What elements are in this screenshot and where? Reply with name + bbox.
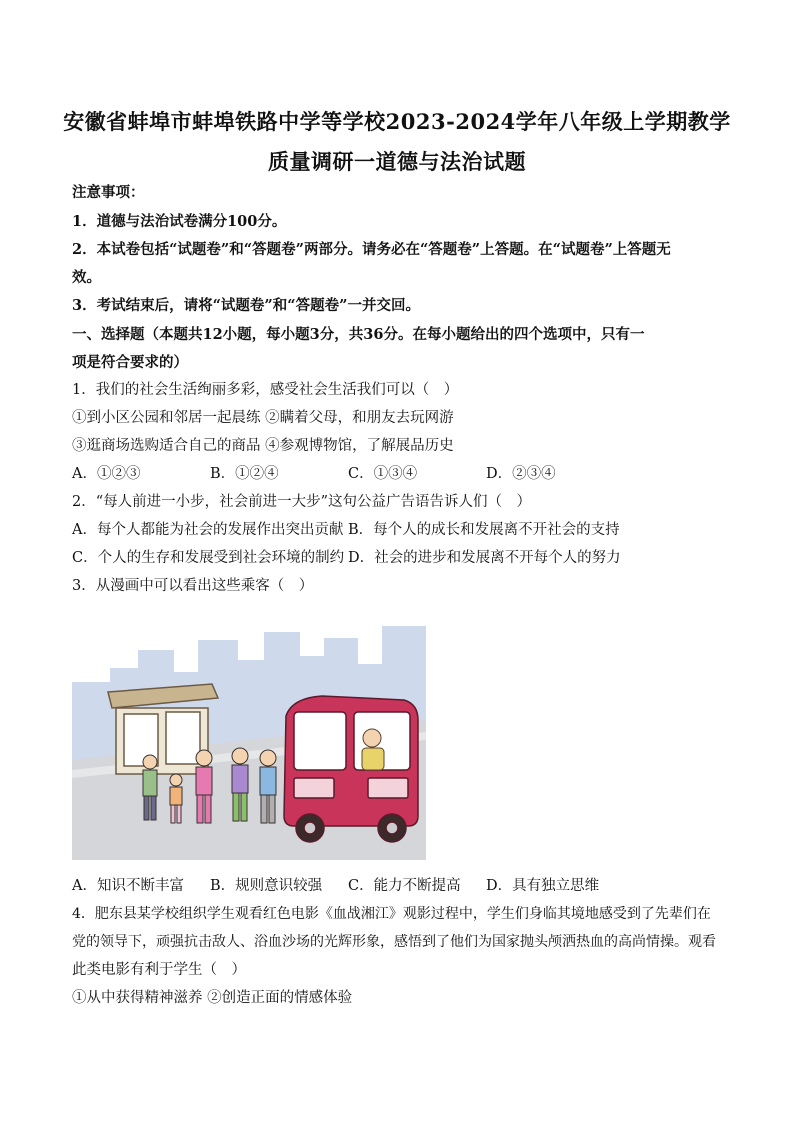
q2-options-row-1 [72,520,732,540]
title-line-2: 质量调研一道德与法治试题 [268,149,526,174]
q4-stem-line-2: 党的领导下，顽强抗击敌人、浴血沙场的光辉形象，感悟到了他们为国家抛头颅洒热血的高尚情操。观看 [72,934,716,950]
bus-driver [362,729,384,770]
notice-item-2-cont: 效。 [72,269,101,286]
q2-option-a[interactable]: A．每个人都能为社会的发展作出突出贡献 [72,522,344,538]
bus-stop-cartoon [72,620,426,860]
title-line-1: 安徽省蚌埠市蚌埠铁路中学等学校2023-2024学年八年级上学期教学 [63,109,731,134]
q3-option-c[interactable]: C．能力不断提高 [348,878,461,894]
notice-item-3: 3．考试结束后，请将“试题卷”和“答题卷”一并交回。 [72,297,420,314]
notice-item-1: 1．道德与法治试卷满分100分。 [72,213,287,230]
section-1-heading-cont: 项是符合要求的） [72,354,188,371]
q4-stem-line-1: 4．肥东县某学校组织学生观看红色电影《血战湘江》观影过程中，学生们身临其境地感受到了先辈们在 [72,906,711,922]
notice-heading: 注意事项： [72,184,145,201]
q4-statement-1: ①从中获得精神滋养 ②创造正面的情感体验 [72,990,353,1006]
q1-option-d[interactable]: D．②③④ [486,466,556,482]
q1-stem: 1．我们的社会生活绚丽多彩，感受社会生活我们可以（ ） [72,382,459,398]
building [72,682,112,762]
q1-statement-2: ③逛商场选购适合自己的商品 ④参观博物馆，了解展品历史 [72,438,454,454]
q3-option-d[interactable]: D．具有独立思维 [486,878,600,894]
q1-option-a[interactable]: A．①②③ [72,466,141,482]
q3-stem: 3．从漫画中可以看出这些乘客（ ） [72,578,314,594]
q2-option-c[interactable]: C．个人的生存和发展受到社会环境的制约 [72,550,345,566]
q2-option-d[interactable]: D．社会的进步和发展离不开每个人的努力 [348,550,621,566]
q2-options-row-2 [72,548,732,568]
q1-options [72,464,732,484]
q1-option-c[interactable]: C．①③④ [348,466,418,482]
q2-option-b[interactable]: B．每个人的成长和发展离不开社会的支持 [348,522,620,538]
notice-item-2: 2．本试卷包括“试题卷”和“答题卷”两部分。请务必在“答题卷”上答题。在“试题卷”上答题无 [72,241,671,258]
bus [284,696,418,842]
q1-option-b[interactable]: B．①②④ [210,466,279,482]
q2-stem: 2．“每人前进一小步，社会前进一大步”这句公益广告语告诉人们（ ） [72,494,532,510]
q3-options [72,876,732,896]
q3-option-b[interactable]: B．规则意识较强 [210,878,323,894]
q1-statement-1: ①到小区公园和邻居一起晨练 ②瞒着父母，和朋友去玩网游 [72,410,454,426]
section-1-heading: 一、选择题（本题共12小题，每小题3分，共36分。在每小题给出的四个选项中，只有一 [72,326,645,343]
q3-option-a[interactable]: A．知识不断丰富 [72,878,184,894]
q4-stem-line-3: 此类电影有利于学生（ ） [72,962,246,978]
